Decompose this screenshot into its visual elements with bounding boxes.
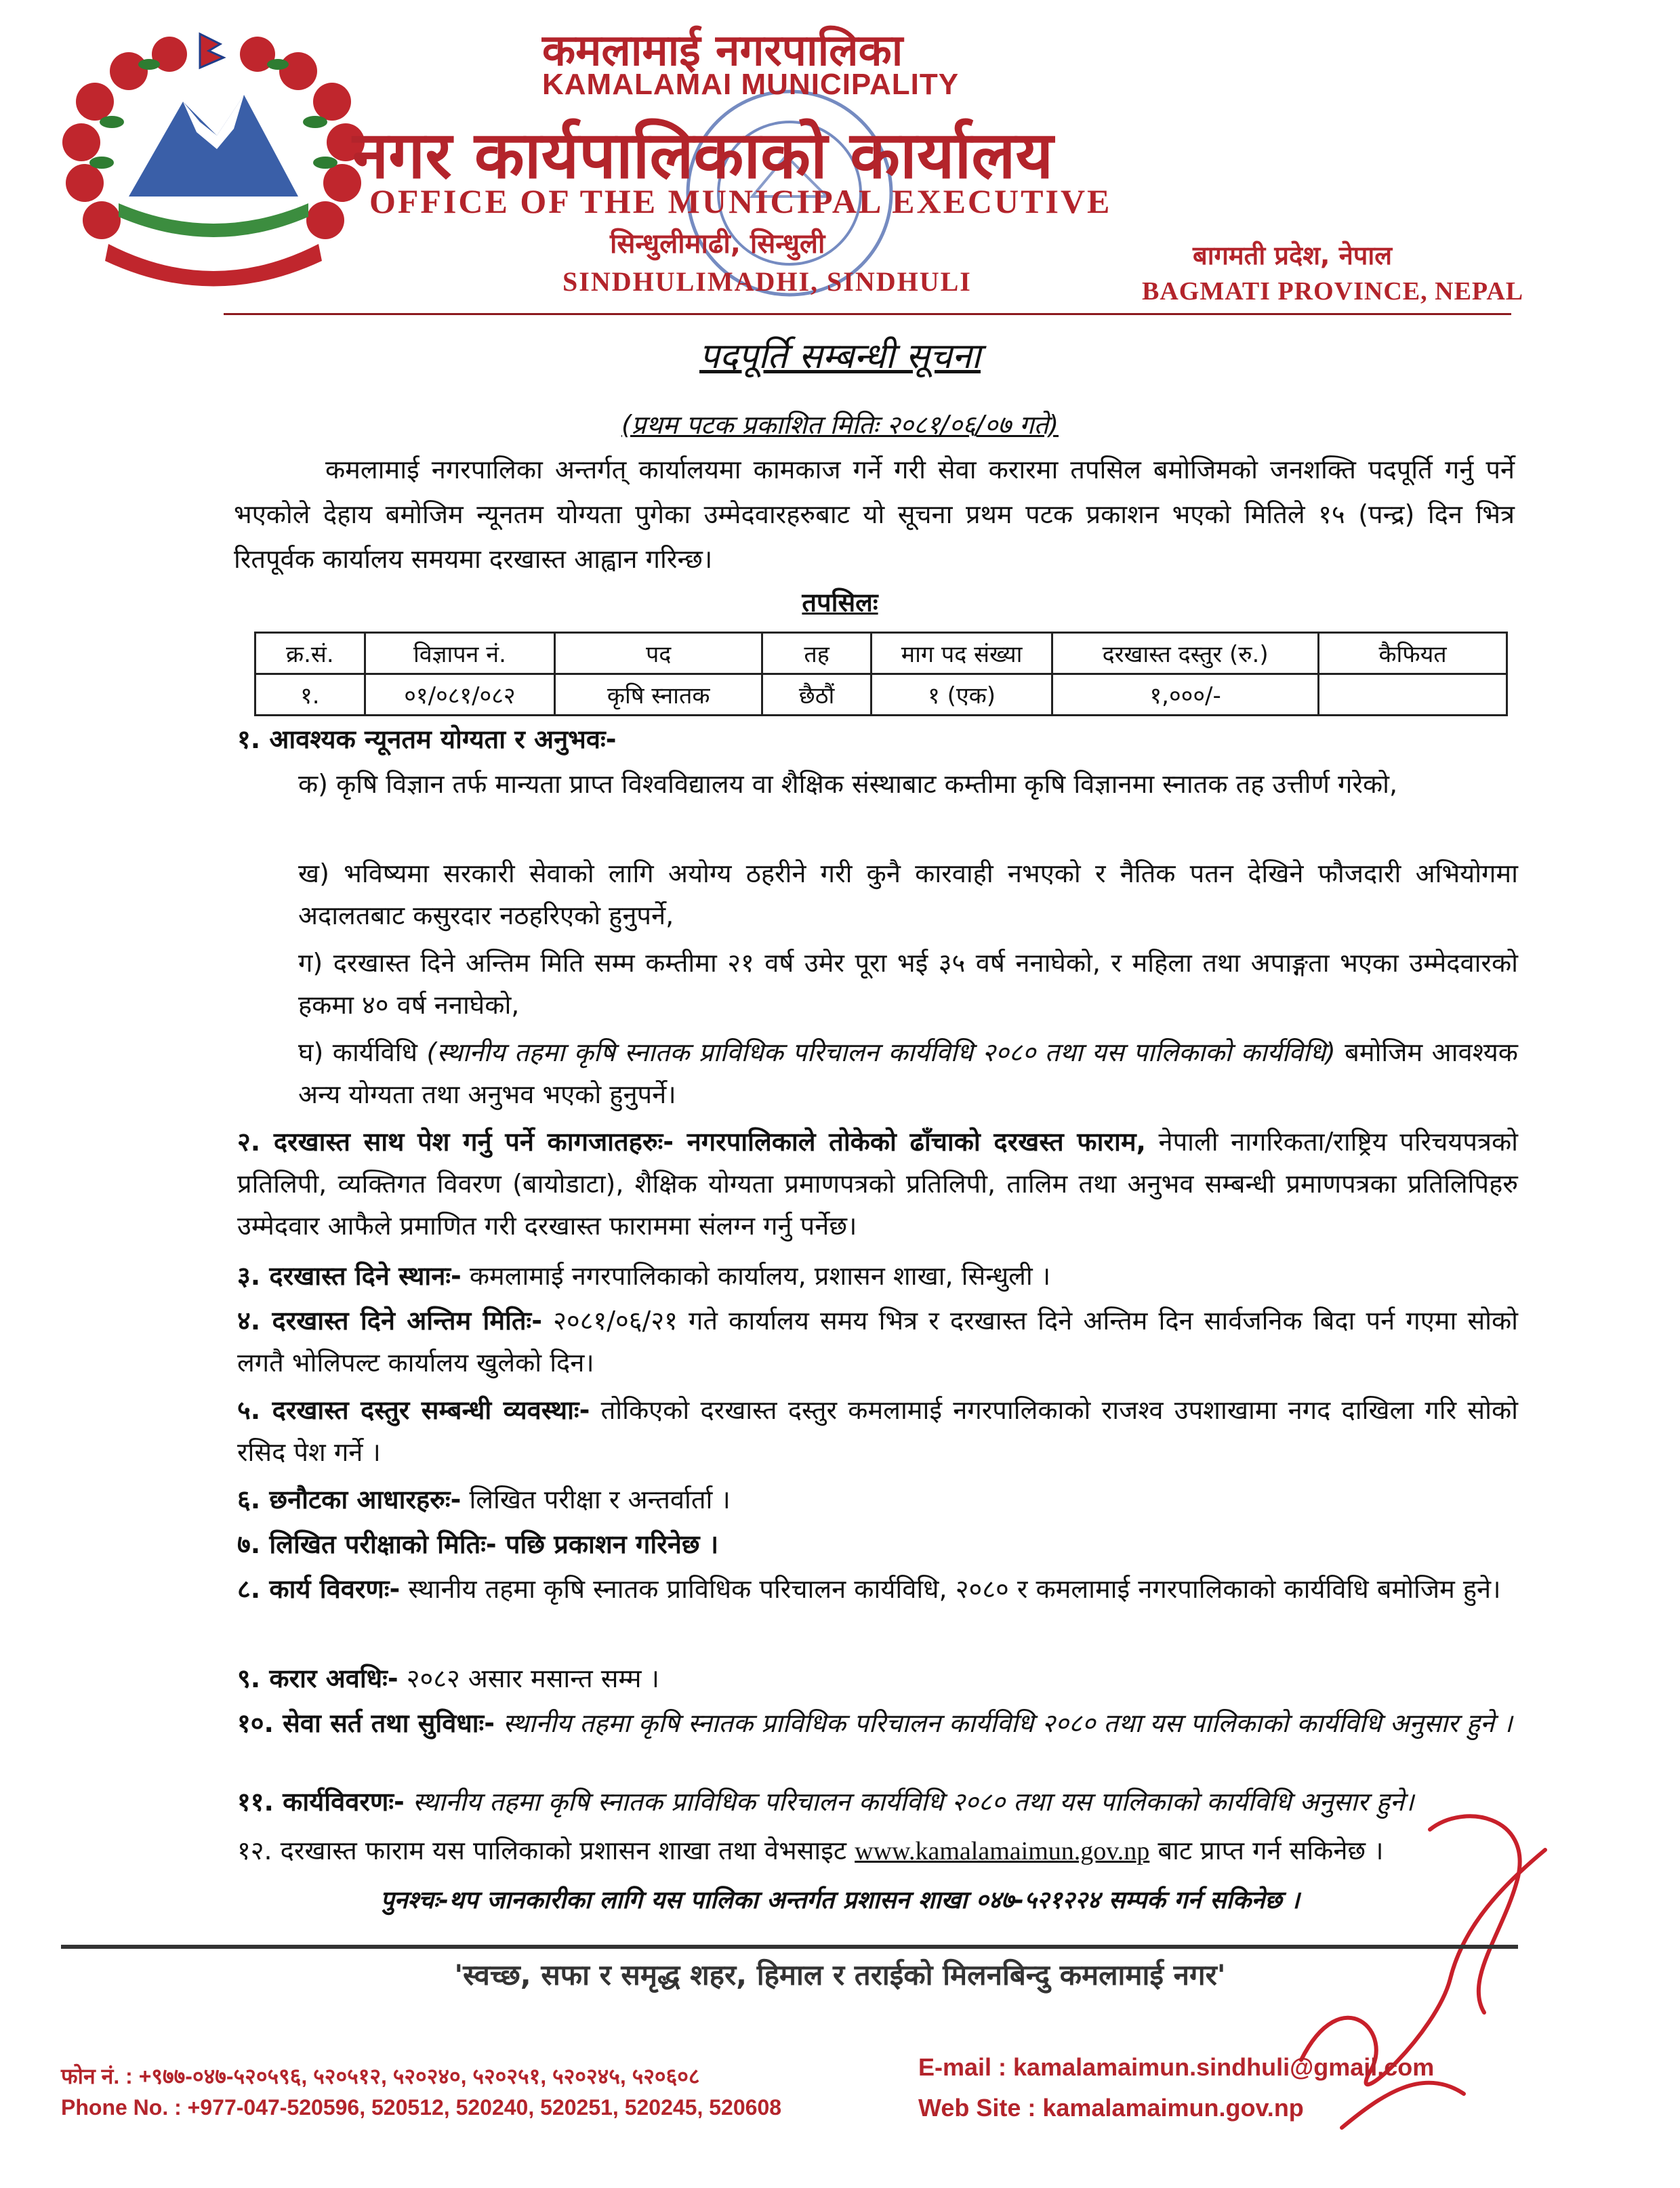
publish-date: (प्रथम पटक प्रकाशित मितिः २०८१/०६/०७ गते) bbox=[621, 410, 1059, 440]
intro-paragraph: कमलामाई नगरपालिका अन्तर्गत् कार्यालयमा कामकाज गर्ने गरी सेवा करारमा तपसिल बमोजिमको जनशक्ति पदपूर्ति गर्नु पर्ने भएकोले देहाय बमोजिम न्यूनतम योग्यता पुगेका उम्मेदवारहरुबाट यो सूचना प्रथम पटक प्रकाशन भएको मितिले १५ (पन्द्र) दिन भित्र रितपूर्वक कार्यालय समयमा दरखास्त आह्वान गरिन्छ। bbox=[234, 455, 1515, 574]
postscript: पुनश्चः-थप जानकारीका लागि यस पालिका अन्तर्गत प्रशासन शाखा ०४७-५२१२२४ सम्पर्क गर्न सकिनेछ । bbox=[380, 1886, 1300, 1914]
office-name-en: OFFICE OF THE MUNICIPAL EXECUTIVE bbox=[369, 182, 1112, 220]
office-name-np: नगर कार्यपालिकाको कार्यालय bbox=[352, 117, 1054, 193]
table-cell: १ (एक) bbox=[872, 674, 1052, 716]
notice-title: पदपूर्ति सम्बन्धी सूचना bbox=[699, 336, 981, 377]
table-cell: १,०००/- bbox=[1052, 674, 1319, 716]
section-11: ११. कार्यविवरणः- स्थानीय तहमा कृषि स्नातक प्राविधिक परिचालन कार्यविधि २०८० तथा यस पालिकाको कार्यविधि अनुसार हुने। bbox=[237, 1787, 1414, 1817]
phone-np: फोन नं. : +९७७-०४७-५२०५९६, ५२०५१२, ५२०२४०, ५२०२५१, ५२०२४५, ५२०६०८ bbox=[61, 2064, 700, 2088]
section-7: ७. लिखित परीक्षाको मितिः- पछि प्रकाशन गरिनेछ । bbox=[237, 1529, 719, 1559]
table-row bbox=[255, 674, 1507, 716]
nepal-emblem-logo bbox=[54, 20, 373, 305]
header-cell: दरखास्त दस्तुर (रु.) bbox=[1052, 633, 1319, 674]
section-1-item-a: क) कृषि विज्ञान तर्फ मान्यता प्राप्त विश्वविद्यालय वा शैक्षिक संस्थाबाट कम्तीमा कृषि विज्ञानमा स्नातक तह उत्तीर्ण गरेको, bbox=[298, 769, 1398, 799]
phone-en: Phone No. : +977-047-520596, 520512, 520240, 520251, 520245, 520608 bbox=[61, 2095, 782, 2120]
section-1-title: १. आवश्यक न्यूनतम योग्यता र अनुभवः- bbox=[237, 724, 617, 754]
province-name-np: बागमती प्रदेश, नेपाल bbox=[1193, 241, 1392, 270]
section-2: २. दरखास्त साथ पेश गर्नु पर्ने कागजातहरुः- नगरपालिकाले तोकेको ढाँचाको दरखस्त फाराम, नेपाली नागरिकता/राष्ट्रिय परिचयपत्रको प्रतिलिपी, व्यक्तिगत विवरण (बायोडाटा), शैक्षिक योग्यता प्रमाणपत्रको प्रतिलिपी, तालिम तथा अनुभव सम्बन्धी प्रमाणपत्रका प्रतिलिपिहरु उम्मेदवार आफैले प्रमाणित गरी दरखास्त फाराममा संलग्न गर्नु पर्नेछ। bbox=[237, 1127, 1518, 1241]
table-cell bbox=[1319, 674, 1507, 716]
header-divider bbox=[224, 313, 1511, 315]
municipality-name-en: KAMALAMAI MUNICIPALITY bbox=[542, 68, 960, 101]
province-name-en: BAGMATI PROVINCE, NEPAL bbox=[1142, 277, 1524, 306]
section-4: ४. दरखास्त दिने अन्तिम मितिः- २०८१/०६/२१ गते कार्यालय समय भित्र र दरखास्त दिने अन्तिम दिन सार्वजनिक बिदा पर्न गएमा सोको लगतै भोलिपल्ट कार्यालय खुलेको दिन। bbox=[237, 1306, 1518, 1378]
header-cell: विज्ञापन नं. bbox=[365, 633, 555, 674]
place-name-np: सिन्धुलीमाढी, सिन्धुली bbox=[610, 228, 825, 260]
section-9: ९. करार अवधिः- २०८२ असार मसान्त सम्म । bbox=[237, 1664, 659, 1693]
table-cell: १. bbox=[255, 674, 365, 716]
section-6: ६. छनौटका आधारहरुः- लिखित परीक्षा र अन्तर्वार्ता । bbox=[237, 1485, 731, 1514]
section-12: १२. दरखास्त फाराम यस पालिकाको प्रशासन शाखा तथा वेभसाइट www.kamalamaimun.gov.np बाट प्राप्त गर्न सकिनेछ । bbox=[237, 1836, 1384, 1865]
place-name-en: SINDHULIMADHI, SINDHULI bbox=[562, 266, 972, 297]
header-cell: क्र.सं. bbox=[255, 633, 365, 674]
table-cell: कृषि स्नातक bbox=[555, 674, 762, 716]
footer-divider bbox=[61, 1945, 1518, 1949]
website[interactable]: Web Site : kamalamaimun.gov.np bbox=[918, 2094, 1304, 2122]
table-header-row bbox=[255, 633, 1507, 674]
website-link[interactable]: www.kamalamaimun.gov.np bbox=[855, 1837, 1150, 1865]
vacancy-table bbox=[254, 632, 1508, 716]
section-1-item-b: ख) भविष्यमा सरकारी सेवाको लागि अयोग्य ठहरीने गरी कुनै कारवाही नभएको र नैतिक पतन देखिने फौजदारी अभियोगमा अदालतबाट कसुरदार नठहरिएको हुनुपर्ने, bbox=[298, 859, 1518, 930]
header-cell: पद bbox=[555, 633, 762, 674]
table-cell: छैठौं bbox=[762, 674, 872, 716]
municipality-name-np: कमलामाई नगरपालिका bbox=[542, 26, 903, 76]
table-cell: ०१/०८१/०८२ bbox=[365, 674, 555, 716]
section-3: ३. दरखास्त दिने स्थानः- कमलामाई नगरपालिकाको कार्यालय, प्रशासन शाखा, सिन्धुली । bbox=[237, 1261, 1051, 1291]
section-1-item-d: घ) कार्यविधि (स्थानीय तहमा कृषि स्नातक प्राविधिक परिचालन कार्यविधि २०८० तथा यस पालिकाको कार्यविधि) बमोजिम आवश्यक अन्य योग्यता तथा अनुभव भएको हुनुपर्ने। bbox=[298, 1037, 1518, 1109]
footer-slogan: 'स्वच्छ, सफा र समृद्ध शहर, हिमाल र तराईको मिलनबिन्दु कमलामाई नगर' bbox=[454, 1958, 1226, 1991]
header-cell: तह bbox=[762, 633, 872, 674]
section-1-item-c: ग) दरखास्त दिने अन्तिम मिति सम्म कम्तीमा २१ वर्ष उमेर पूरा भई ३५ वर्ष ननाघेको, र महिला तथा अपाङ्गता भएका उम्मेदवारको हकमा ४० वर्ष ननाघेको, bbox=[298, 948, 1518, 1020]
section-8: ८. कार्य विवरणः- स्थानीय तहमा कृषि स्नातक प्राविधिक परिचालन कार्यविधि, २०८० र कमलामाई नगरपालिकाको कार्यविधि बमोजिम हुने। bbox=[237, 1574, 1501, 1604]
section-5: ५. दरखास्त दस्तुर सम्बन्धी व्यवस्थाः- तोकिएको दरखास्त दस्तुर कमलामाई नगरपालिकाको राजश्व उपशाखामा नगद दाखिला गरि सोको रसिद पेश गर्ने । bbox=[237, 1395, 1518, 1467]
header-cell: माग पद संख्या bbox=[872, 633, 1052, 674]
header-cell: कैफियत bbox=[1319, 633, 1507, 674]
detail-label: तपसिलः bbox=[802, 587, 878, 617]
section-10: १०. सेवा सर्त तथा सुविधाः- स्थानीय तहमा कृषि स्नातक प्राविधिक परिचालन कार्यविधि २०८० तथा यस पालिकाको कार्यविधि अनुसार हुने । bbox=[237, 1708, 1513, 1738]
email[interactable]: E-mail : kamalamaimun.sindhuli@gmail.com bbox=[918, 2053, 1435, 2081]
